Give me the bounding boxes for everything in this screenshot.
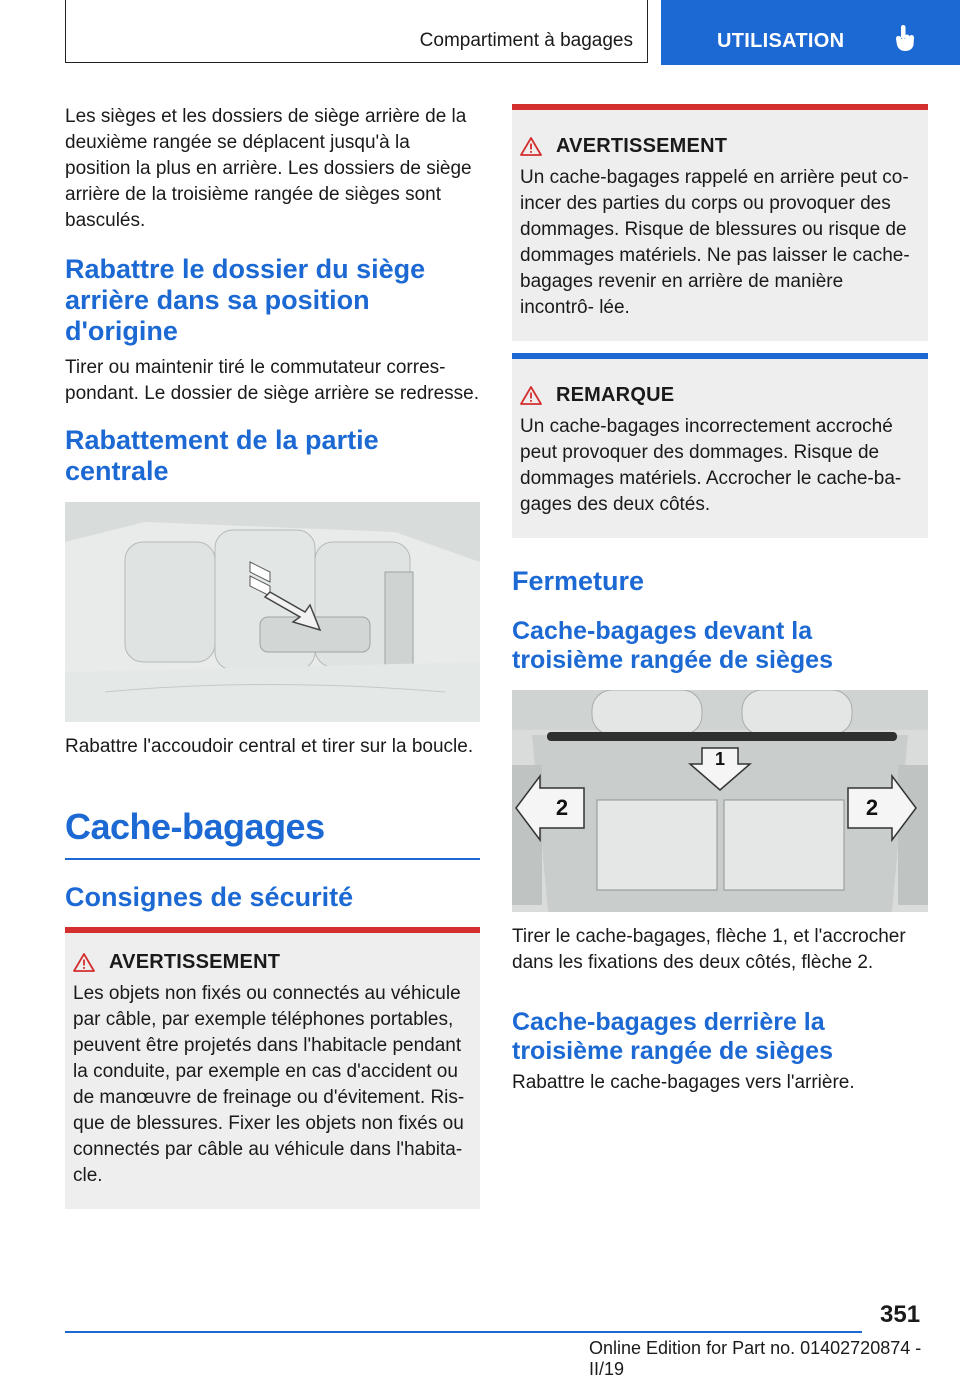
notice-text: Un cache-bagages incorrectement accroché peut provoquer des dommages. Risque de dommages matériels. Accrocher le cache-ba- gages des deux côtés. [520, 416, 902, 515]
heading-center-section: Rabattement de la partie centrale [65, 425, 379, 486]
heading-cover-front-third-row: Cache-bagages devant la troisième rangée de sièges [512, 617, 833, 674]
warning-box-objects [65, 927, 480, 1209]
warning-title: AVERTISSEMENT [556, 135, 728, 157]
warning-title: AVERTISSEMENT [109, 951, 281, 973]
warning-box-cover-retract [512, 104, 928, 341]
behind-paragraph: Rabattre le cache-bagages vers l'arrière. [512, 1072, 855, 1093]
heading-cover-behind-third-row: Cache-bagages derrière la troisième rangée de sièges [512, 1008, 833, 1065]
notice-triangle-icon [520, 386, 542, 405]
notice-title: REMARQUE [556, 384, 675, 406]
heading-luggage-cover: Cache-bagages [65, 806, 325, 847]
left-column [65, 104, 480, 1209]
warning-text: Un cache-bagages rappelé en arrière peut co- incer des parties du corps ou provoquer des dommages. Risque de blessures ou risque de dommages matériels. Ne pas laisser le cache- bagages revenir en arrière de manière incontrô- lée. [520, 167, 910, 318]
armrest-caption: Rabattre l'accoudoir central et tirer sur la boucle. [65, 736, 474, 757]
heading-rule [65, 858, 480, 860]
warning-triangle-icon [520, 137, 542, 156]
notice-box-cover-hook [512, 353, 928, 538]
section-title: Compartiment à bagages [419, 30, 633, 51]
intro-paragraph: Les sièges et les dossiers de siège arrière de la deuxième rangée se déplacent jusqu'à la position la plus en arrière. Les dossiers de siège arrière de la troisième rangée de sièges sont basculés. [65, 106, 472, 231]
heading-closing: Fermeture [512, 566, 645, 596]
footer-rule [65, 1331, 862, 1333]
warning-heading [520, 135, 920, 158]
footer-edition: Online Edition for Part no. 01402720874 - II/19 [589, 1338, 922, 1379]
restore-paragraph: Tirer ou maintenir tiré le commutateur corres- pondant. Le dossier de siège arrière se redresse. [65, 357, 480, 404]
right-column [512, 104, 928, 1096]
warning-text: Les objets non fixés ou connectés au véhicule par câble, par exemple téléphones portables, peuvent être projetés dans l'habitacle pendant la conduite, par exemple en cas d'accident ou de manœuvre de freinage ou d'évitement. Ris- que de blessures. Fixer les objets non fixés ou connectés par câble au véhicule dans l'habita- cle. [73, 983, 465, 1186]
heading-restore-backrest: Rabattre le dossier du siège arrière dans sa position d'origine [65, 254, 426, 346]
armrest-illustration [65, 502, 480, 722]
arrow-2-right-label: 2 [865, 795, 879, 820]
arrow-1-label: 1 [714, 749, 726, 769]
warning-triangle-icon [73, 953, 95, 972]
page-number: 351 [880, 1301, 921, 1328]
chapter-tab-label: UTILISATION [717, 30, 845, 52]
chapter-tab[interactable] [661, 0, 960, 65]
luggage-cover-illustration [512, 690, 928, 912]
header-section-box [65, 0, 648, 63]
arrow-2-left-label: 2 [555, 795, 569, 820]
warning-heading [73, 951, 472, 974]
luggage-cover-caption: Tirer le cache-bagages, flèche 1, et l'accrocher dans les fixations des deux côtés, flèche 2. [512, 926, 906, 973]
heading-safety-notes: Consignes de sécurité [65, 882, 354, 912]
hand-pointer-icon [894, 24, 916, 57]
notice-heading [520, 384, 920, 407]
